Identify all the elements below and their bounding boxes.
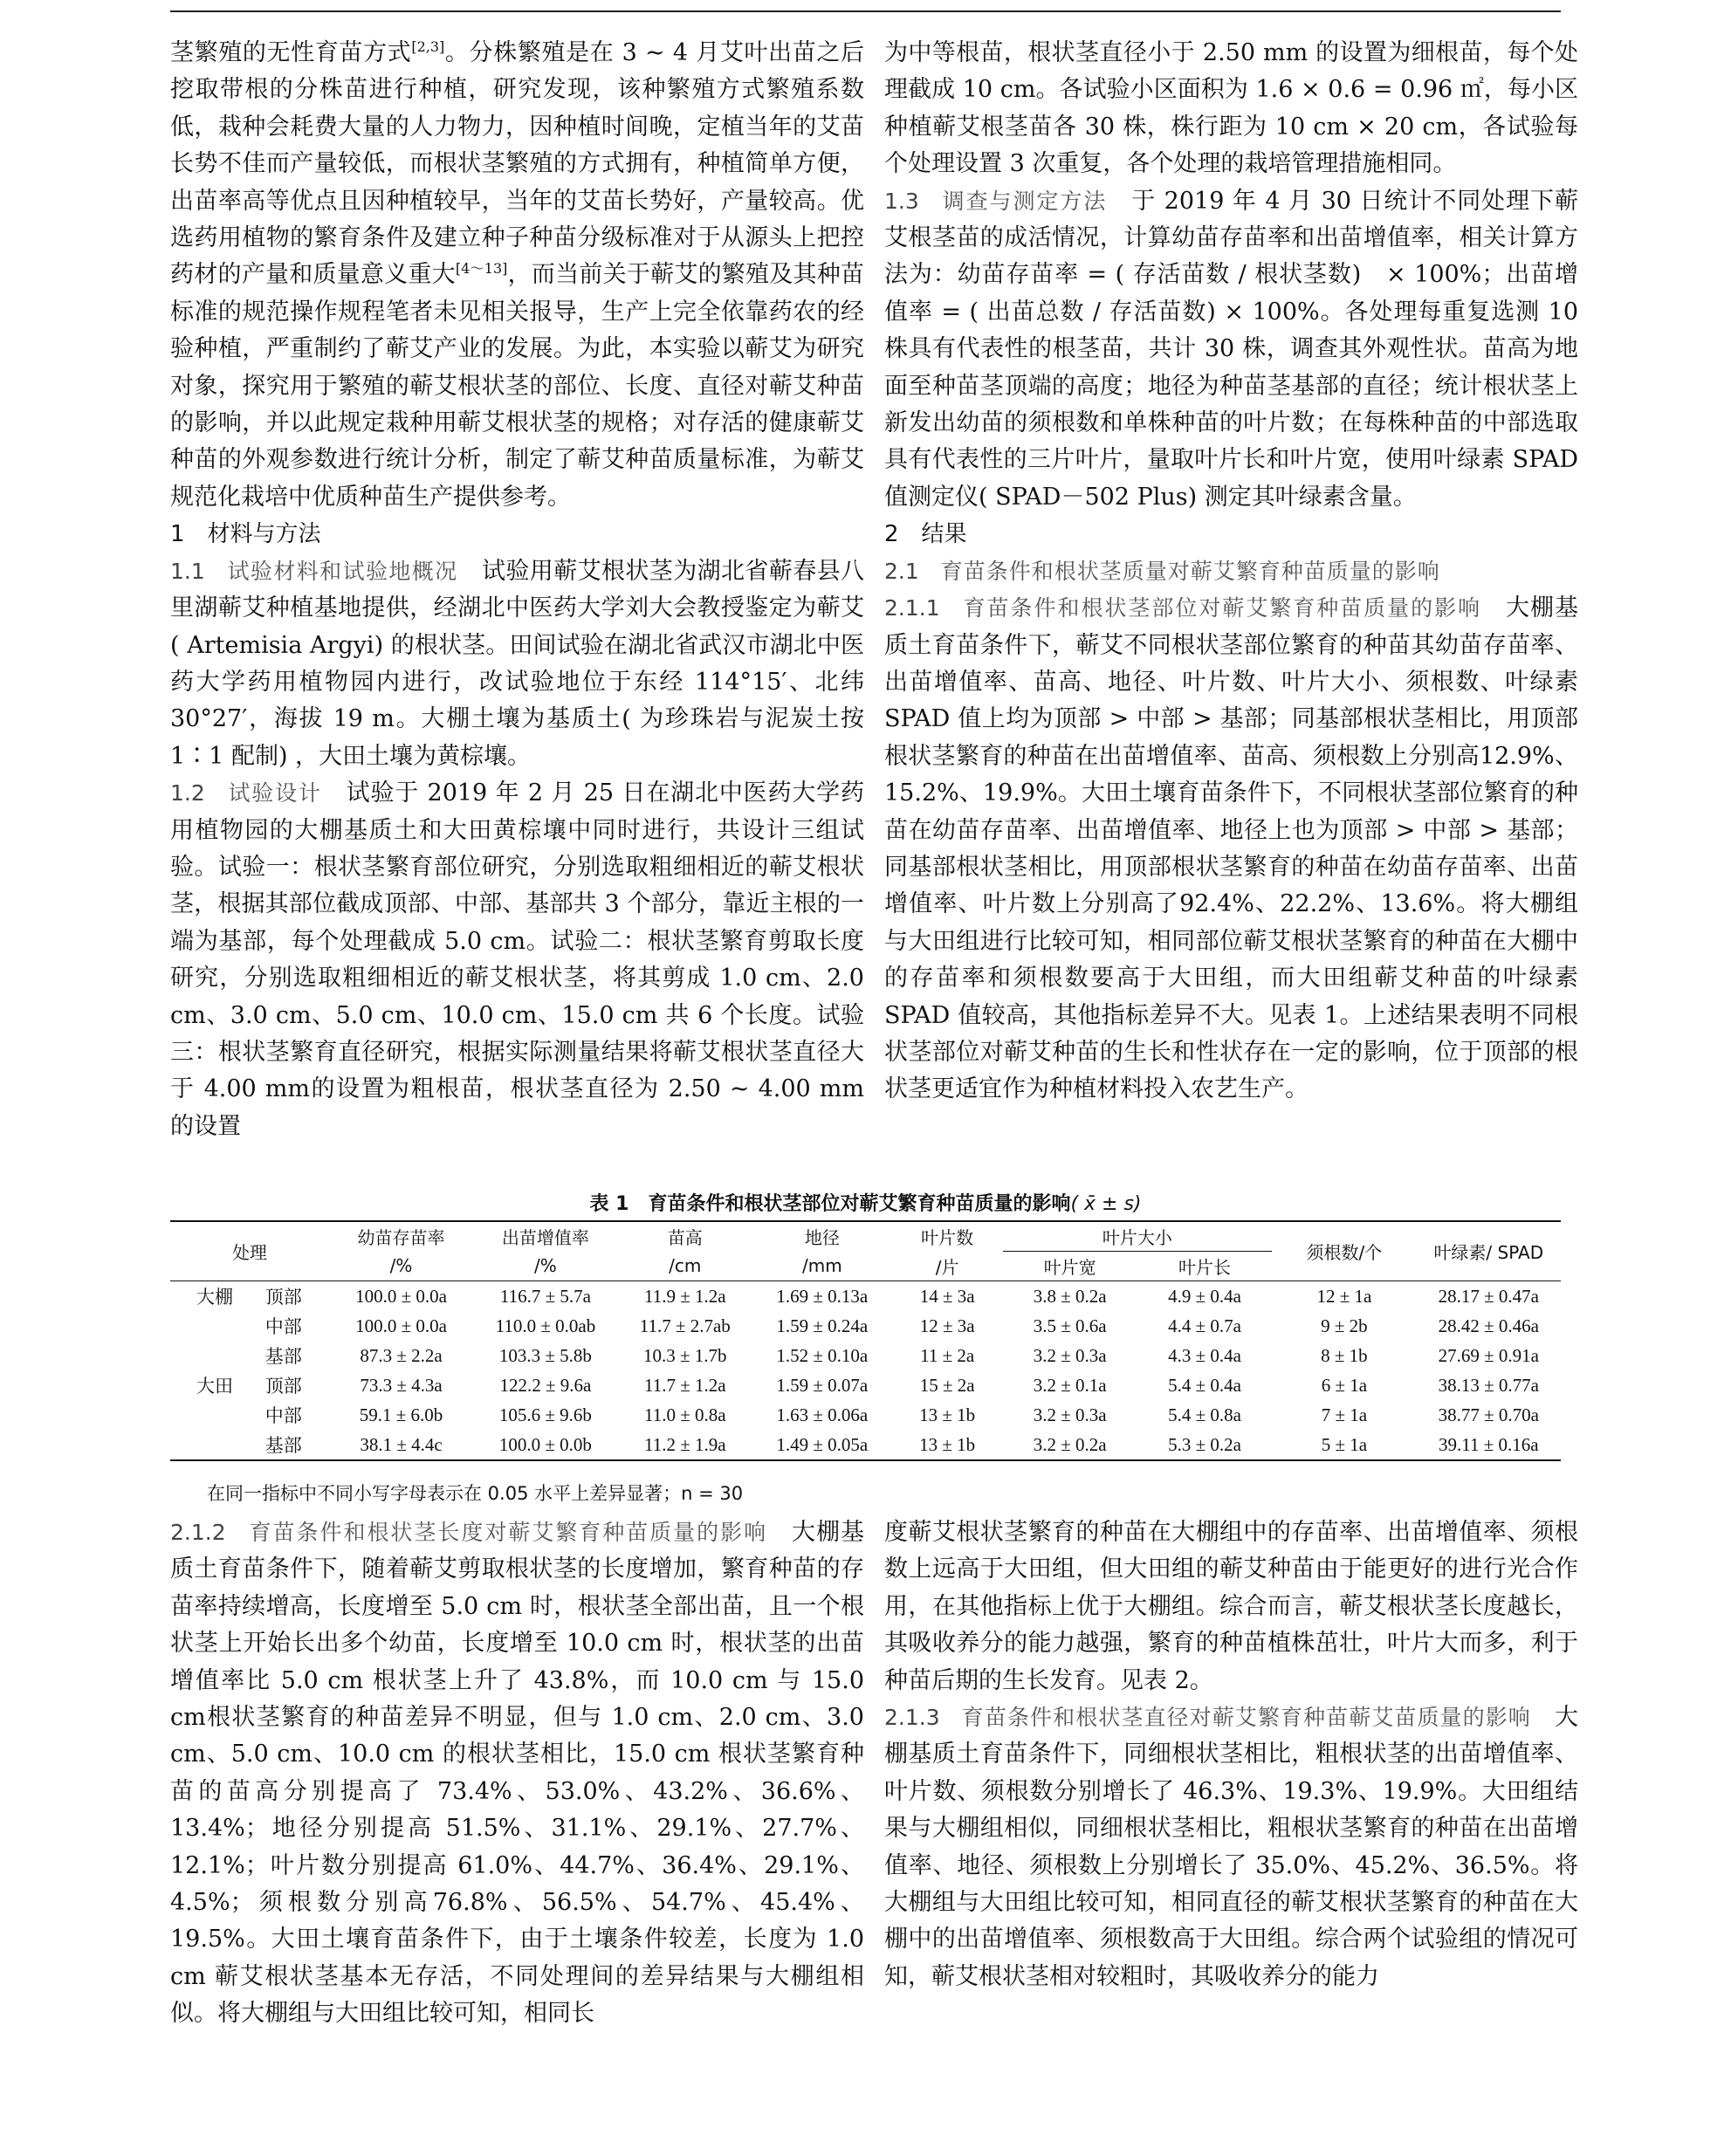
unit-increase: /% xyxy=(473,1252,617,1281)
table-cell: 3.5 ± 0.6a xyxy=(1033,1315,1107,1336)
unit-diameter: /mm xyxy=(752,1252,892,1281)
table-cell: 11.7 ± 1.2a xyxy=(643,1374,726,1396)
subsection-1-3: 1.3 调查与测定方法 于 2019 年 4 月 30 日统计不同处理下蕲艾根茎苗的成活情况，计算幼苗存苗率和出苗增值率，相关计算方法为：幼苗存苗率 = ( 存活苗数 / 根状茎数) × 100%；出苗增值率 = ( 出苗总数 / 存活苗数) × 100%。各处理每重复选测 10 株具有代表性的根茎苗，共计 30 株，调查其外观性状。苗高为地面至种苗茎顶端的高度；地径为种苗茎基部的直径；统计根状茎上新发出幼苗的须根数和单株种苗的叶片数；在每株种苗的中部选取具有代表性的三片叶片，量取叶片长和叶片宽，使用叶绿素 SPAD 值测定仪( SPAD－502 Plus) 测定其叶绿素含量。 xyxy=(884,187,1578,511)
table-cell: 7 ± 1a xyxy=(1321,1404,1368,1425)
table-cell: 大田 xyxy=(196,1376,233,1397)
table-cell: 5.4 ± 0.4a xyxy=(1168,1374,1241,1396)
table-cell: 3.2 ± 0.3a xyxy=(1033,1344,1107,1366)
table-cell: 1.59 ± 0.24a xyxy=(776,1315,869,1336)
table-cell: 5.4 ± 0.8a xyxy=(1168,1404,1241,1425)
right-column-top xyxy=(884,35,1578,1109)
unit-height: /cm xyxy=(618,1252,752,1281)
length-continued: 度蕲艾根状茎繁育的种苗在大棚组中的存苗率、出苗增值率、须根数上远高于大田组，但大田组的蕲艾种苗由于能更好的进行光合作用，在其他指标上优于大棚组。综合而言，蕲艾根状茎长度越长，其吸收养分的能力越强，繁育的种苗植株茁壮，叶片大而多，利于种苗后期的生长发育。见表 2。 xyxy=(884,1519,1578,1694)
intro-paragraph: 茎繁殖的无性育苗方式[2,3]。分株繁殖是在 3 ~ 4 月艾叶出苗之后挖取带根的分株苗进行种植，研究发现，该种繁殖方式繁殖系数低，栽种会耗费大量的人力物力，因种植时间晚，定植当年的艾苗长势不佳而产量较低，而根状茎繁殖的方式拥有，种植简单方便，出苗率高等优点且因种植较早，当年的艾苗长势好，产量较高。优选药用植物的繁育条件及建立种子种苗分级标准对于从源头上把控药材的产量和质量意义重大[4～13]，而当前关于蕲艾的繁殖及其种苗标准的规范操作规程笔者未见相关报导，生产上完全依靠药农的经验种植，严重制约了蕲艾产业的发展。为此，本实验以蕲艾为研究对象，探究用于繁殖的蕲艾根状茎的部位、长度、直径对蕲艾种苗的影响，并以此规定栽种用蕲艾根状茎的规格；对存活的健康蕲艾种苗的外观参数进行统计分析，制定了蕲艾种苗质量标准，为蕲艾规范化栽培中优质种苗生产提供参考。 xyxy=(170,38,865,511)
table-cell: 11.9 ± 1.2a xyxy=(643,1285,726,1307)
table-cell: 27.69 ± 0.91a xyxy=(1438,1344,1539,1366)
table-cell: 110.0 ± 0.0ab xyxy=(495,1315,596,1336)
table-cell: 3.2 ± 0.3a xyxy=(1033,1404,1107,1425)
design-continued: 为中等根苗，根状茎直径小于 2.50 mm 的设置为细根苗，每个处理截成 10 cm。各试验小区面积为 1.6 × 0.6 = 0.96 ㎡，每小区种植蕲艾根茎苗各 30 株，株行距为 10 cm × 20 cm，各试验每个处理设置 3 次重复，各个处理的栽培管理措施相同。 xyxy=(884,39,1578,178)
table-cell: 5.3 ± 0.2a xyxy=(1137,1430,1272,1460)
unit-survival: /% xyxy=(329,1252,473,1281)
table-row xyxy=(170,1430,1561,1460)
table-caption: 表 1 育苗条件和根状茎部位对蕲艾繁育种苗质量的影响( x̄ ± s) xyxy=(589,1193,1142,1215)
table-cell: 顶部 xyxy=(264,1376,302,1397)
table-cell: 1.63 ± 0.06a xyxy=(776,1404,869,1425)
table-cell: 1.49 ± 0.05a xyxy=(752,1430,892,1460)
header-treatment: 处理 xyxy=(170,1221,329,1281)
left-column-bottom xyxy=(170,1514,864,2033)
table-cell: 11.0 ± 0.8a xyxy=(643,1404,726,1425)
table-cell: 38.77 ± 0.70a xyxy=(1438,1404,1539,1425)
header-survival: 幼苗存苗率 xyxy=(329,1221,473,1252)
table-note: 在同一指标中不同小写字母表示在 0.05 水平上差异显著；n = 30 xyxy=(207,1483,744,1504)
table-cell: 87.3 ± 2.2a xyxy=(360,1344,443,1366)
table-row xyxy=(170,1400,1561,1430)
table-cell: 1.59 ± 0.07a xyxy=(776,1374,869,1396)
table-cell: 12 ± 1a xyxy=(1316,1285,1372,1307)
citation[interactable]: [2,3] xyxy=(411,38,445,55)
header-leaf-count: 叶片数 xyxy=(892,1221,1003,1252)
table-row xyxy=(170,1341,1561,1370)
table-cell: 100.0 ± 0.0a xyxy=(355,1315,447,1336)
table-cell: 6 ± 1a xyxy=(1321,1374,1368,1396)
table-cell: 11.7 ± 2.7ab xyxy=(639,1315,731,1336)
table-cell: 15 ± 2a xyxy=(919,1374,975,1396)
table-row xyxy=(170,1370,1561,1400)
header-leaf-width: 叶片宽 xyxy=(1003,1252,1137,1281)
table-cell: 基部 xyxy=(264,1346,302,1367)
table-cell xyxy=(170,1430,262,1460)
subsection-1-1: 1.1 试验材料和试验地概况 试验用蕲艾根状茎为湖北省蕲春县八里湖蕲艾种植基地提供，经湖北中医药大学刘大会教授鉴定为蕲艾 ( Artemisia Argyi) 的根状茎。田间试验在湖北省武汉市湖北中医药大学药用植物园内进行，改试验地位于东经 114°15′、北纬 30°27′，海拔 19 m。大棚土壤为基质土( 为珍珠岩与泥炭土按 1∶1 配制) ，大田土壤为黄棕壤。 xyxy=(170,557,865,770)
table-cell: 105.6 ± 9.6b xyxy=(498,1404,592,1425)
table-cell: 9 ± 2b xyxy=(1321,1315,1368,1336)
header-leaf-size: 叶片大小 xyxy=(1003,1221,1273,1252)
header-height: 苗高 xyxy=(618,1221,752,1252)
table-cell: 14 ± 3a xyxy=(919,1285,975,1307)
header-leaf-length: 叶片长 xyxy=(1137,1252,1272,1281)
table-cell: 3.8 ± 0.2a xyxy=(1033,1285,1107,1307)
table-cell xyxy=(170,1311,262,1341)
table-cell: 8 ± 1b xyxy=(1321,1344,1368,1366)
table-cell: 100.0 ± 0.0a xyxy=(355,1285,447,1307)
unit-leaf-count: /片 xyxy=(892,1252,1003,1281)
header-rule xyxy=(170,10,1561,12)
table-cell: 38.1 ± 4.4c xyxy=(329,1430,473,1460)
header-diameter: 地径 xyxy=(752,1221,892,1252)
subsection-1-2: 1.2 试验设计 试验于 2019 年 2 月 25 日在湖北中医药大学药用植物园的大棚基质土和大田黄棕壤中同时进行，共设计三组试验。试验一：根状茎繁育部位研究，分别选取粗细相近的蕲艾根状茎，根据其部位截成顶部、中部、基部共 3 个部分，靠近主根的一端为基部，每个处理截成 5.0 cm。试验二：根状茎繁育剪取长度研究，分别选取粗细相近的蕲艾根状茎，将其剪成 1.0 cm、2.0 cm、3.0 cm、5.0 cm、10.0 cm、15.0 cm 共 6 个长度。试验三：根状茎繁育直径研究，根据实际测量结果将蕲艾根状茎直径大于 4.00 mm的设置为粗根苗，根状茎直径为 2.50 ~ 4.00 mm 的设置 xyxy=(170,779,864,1140)
table-row xyxy=(170,1281,1561,1312)
subsection-2-1-2: 2.1.2 育苗条件和根状茎长度对蕲艾繁育种苗质量的影响 大棚基质土育苗条件下，随着蕲艾剪取根状茎的长度增加，繁育种苗的存苗率持续增高，长度增至 5.0 cm 时，根状茎全部出苗，且一个根状茎上开始长出多个幼苗，长度增至 10.0 cm 时，根状茎的出苗增值率比 5.0 cm 根状茎上升了 43.8%，而 10.0 cm 与 15.0 cm根状茎繁育的种苗差异不明显，但与 1.0 cm、2.0 cm、3.0 cm、5.0 cm、10.0 cm 的根状茎相比，15.0 cm 根状茎繁育种苗的苗高分别提高了 73.4%、53.0%、43.2%、36.6%、13.4%；地径分别提高 51.5%、31.1%、29.1%、27.7%、12.1%；叶片数分别提高 61.0%、44.7%、36.4%、29.1%、4.5%；须根数分别高76.8%、56.5%、54.7%、45.4%、19.5%。大田土壤育苗条件下，由于土壤条件较差，长度为 1.0 cm 蕲艾根状茎基本无存活，不同处理间的差异结果与大棚组相似。将大棚组与大田组比较可知，相同长 xyxy=(170,1519,864,2028)
table-cell: 13 ± 1b xyxy=(919,1404,976,1425)
table-cell: 4.3 ± 0.4a xyxy=(1168,1344,1241,1366)
table-cell: 1.69 ± 0.13a xyxy=(776,1285,869,1307)
subsection-2-1-3: 2.1.3 育苗条件和根状茎直径对蕲艾繁育种苗蕲艾苗质量的影响 大棚基质土育苗条件下，同细根状茎相比，粗根状茎的出苗增值率、叶片数、须根数分别增长了 46.3%、19.3%、19.9%。大田组结果与大棚组相似，同细根状茎相比，粗根状茎繁育的种苗在出苗增值率、地径、须根数上分别增长了 35.0%、45.2%、36.5%。将大棚组与大田组比较可知，相同直径的蕲艾根状茎繁育的种苗在大棚中的出苗增值率、须根数高于大田组。综合两个试验组的情况可知，蕲艾根状茎相对较粗时，其吸收养分的能力 xyxy=(884,1704,1578,1990)
table-cell: 中部 xyxy=(264,1316,302,1337)
table-cell: 122.2 ± 9.6a xyxy=(499,1374,592,1396)
subsection-2-1-heading: 2.1 育苗条件和根状茎质量对蕲艾繁育种苗质量的影响 xyxy=(884,558,1440,584)
table-cell: 116.7 ± 5.7a xyxy=(499,1285,591,1307)
right-column-bottom xyxy=(884,1514,1578,1995)
table-cell: 大棚 xyxy=(196,1287,233,1308)
header-increase: 出苗增值率 xyxy=(473,1221,617,1252)
table-cell: 28.42 ± 0.46a xyxy=(1438,1315,1539,1336)
table-cell: 38.13 ± 0.77a xyxy=(1438,1374,1539,1396)
citation[interactable]: [4～13] xyxy=(455,260,508,278)
table-cell xyxy=(170,1341,262,1370)
table-cell: 顶部 xyxy=(264,1287,302,1308)
table-cell xyxy=(170,1400,262,1430)
table-cell: 4.4 ± 0.7a xyxy=(1168,1315,1241,1336)
table-row xyxy=(170,1311,1561,1341)
subsection-2-1-1: 2.1.1 育苗条件和根状茎部位对蕲艾繁育种苗质量的影响 大棚基质土育苗条件下，蕲艾不同根状茎部位繁育的种苗其幼苗存苗率、出苗增值率、苗高、地径、叶片数、叶片大小、须根数、叶绿素 SPAD 值上均为顶部 > 中部 > 基部；同基部根状茎相比，用顶部根状茎繁育的种苗在出苗增值率、苗高、须根数上分别高12.9%、15.2%、19.9%。大田土壤育苗条件下，不同根状茎部位繁育的种苗在幼苗存苗率、出苗增值率、地径上也为顶部 > 中部 > 基部；同基部根状茎相比，用顶部根状茎繁育的种苗在幼苗存苗率、出苗增值率、叶片数上分别高了92.4%、22.2%、13.6%。将大棚组与大田组进行比较可知，相同部位蕲艾根状茎繁育的种苗在大棚中的存苗率和须根数要高于大田组，而大田组蕲艾种苗的叶绿素 SPAD 值较高，其他指标差异不大。见表 1。上述结果表明不同根状茎部位对蕲艾种苗的生长和性状存在一定的影响，位于顶部的根状茎更适宜作为种植材料投入农艺生产。 xyxy=(884,594,1578,1103)
table-cell: 中部 xyxy=(264,1405,302,1426)
left-column-top xyxy=(170,35,864,1145)
table-cell: 11 ± 2a xyxy=(920,1344,975,1366)
header-roots: 须根数/个 xyxy=(1272,1221,1416,1281)
table-cell: 1.52 ± 0.10a xyxy=(776,1344,869,1366)
table-cell: 103.3 ± 5.8b xyxy=(498,1344,592,1366)
table-cell: 59.1 ± 6.0b xyxy=(359,1404,443,1425)
table-cell: 4.9 ± 0.4a xyxy=(1168,1285,1241,1307)
section-heading-1: 1 材料与方法 xyxy=(170,521,321,548)
table-cell: 10.3 ± 1.7b xyxy=(642,1344,727,1366)
table-cell: 3.2 ± 0.2a xyxy=(1003,1430,1137,1460)
header-spad: 叶绿素/ SPAD xyxy=(1417,1221,1561,1281)
table-cell: 5 ± 1a xyxy=(1272,1430,1416,1460)
table-cell: 3.2 ± 0.1a xyxy=(1033,1374,1107,1396)
section-heading-2: 2 结果 xyxy=(884,521,967,548)
table-cell: 39.11 ± 0.16a xyxy=(1417,1430,1561,1460)
table-cell: 13 ± 1b xyxy=(892,1430,1003,1460)
table-cell: 12 ± 3a xyxy=(919,1315,975,1336)
table-1 xyxy=(170,1220,1561,1461)
table-cell: 基部 xyxy=(262,1430,329,1460)
table-cell: 100.0 ± 0.0b xyxy=(473,1430,617,1460)
table-cell: 73.3 ± 4.3a xyxy=(360,1374,443,1396)
table-cell: 11.2 ± 1.9a xyxy=(618,1430,752,1460)
table-cell: 28.17 ± 0.47a xyxy=(1438,1285,1539,1307)
